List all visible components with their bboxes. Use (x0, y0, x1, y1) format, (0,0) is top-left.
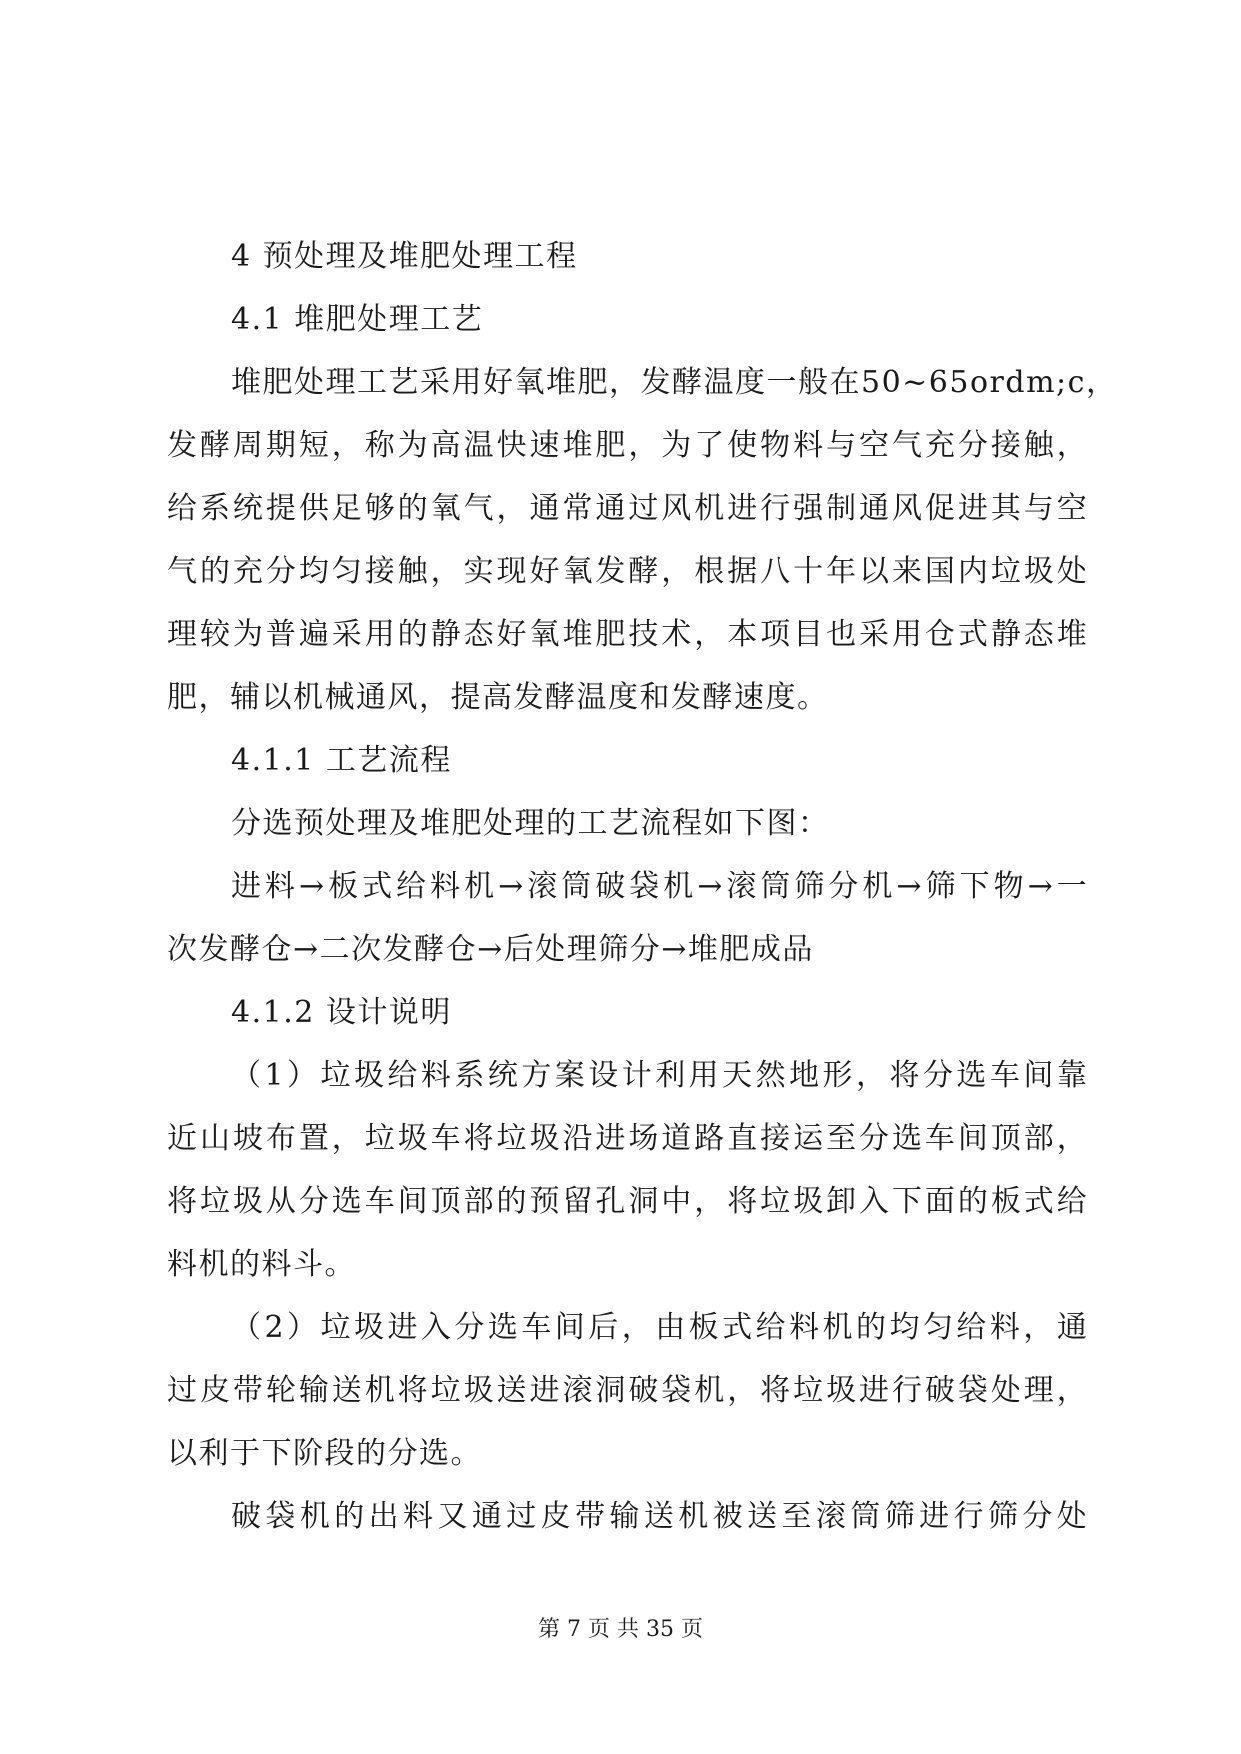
text-line: 将 垃 圾 从 分 选 车 间 顶 部 的 预 留 孔 洞 中 ， 将 垃 圾 卸 入 下 面 的 板 式 给 (167, 1184, 1087, 1219)
text-line: （ 2 ） 垃 圾 进 入 分 选 车 间 后 ， 由 板 式 给 料 机 的 均 匀 给 料 ， 通 (231, 1310, 1087, 1345)
text-line: 给 系 统 提 供 足 够 的 氧 气 ， 通 常 通 过 风 机 进 行 强 制 通 风 促 进 其 与 空 (167, 491, 1087, 526)
text-line: 分选预处理及堆肥处理的工艺流程如下图： (231, 806, 830, 841)
text-line: 肥，辅以机械通风，提高发酵温度和发酵速度。 (167, 680, 829, 715)
text-line: 4.1.1 工艺流程 (231, 743, 452, 778)
text-line: 发 酵 周 期 短 ， 称 为 高 温 快 速 堆 肥 ， 为 了 使 物 料 与 空 气 充 分 接 触 ， (167, 428, 1087, 463)
text-line: （ 1 ） 垃 圾 给 料 系 统 方 案 设 计 利 用 天 然 地 形 ， 将 分 选 车 间 靠 (231, 1058, 1087, 1093)
text-line: 堆肥处理工艺采用好氧堆肥，发酵温度一般在50~65ordm;c， (231, 365, 1118, 400)
text-line: 破 袋 机 的 出 料 又 通 过 皮 带 输 送 机 被 送 至 滚 筒 筛 进 行 筛 分 处 (231, 1499, 1087, 1534)
text-line: 4.1 堆肥处理工艺 (231, 302, 484, 337)
text-line: 4 预处理及堆肥处理工程 (231, 239, 578, 274)
text-line: 4.1.2 设计说明 (231, 995, 452, 1030)
text-line: 料机的料斗。 (167, 1247, 356, 1282)
text-line: 次发酵仓→二次发酵仓→后处理筛分→堆肥成品 (167, 932, 814, 967)
text-line: 以利于下阶段的分选。 (167, 1436, 482, 1471)
document-body (167, 225, 1118, 1548)
page-footer: 第 7 页 共 35 页 (538, 1617, 703, 1642)
text-line: 进 料 → 板 式 给 料 机 → 滚 筒 破 袋 机 → 滚 筒 筛 分 机 → 筛 下 物 → 一 (231, 869, 1087, 904)
text-line: 气 的 充 分 均 匀 接 触 ， 实 现 好 氧 发 酵 ， 根 据 八 十 年 以 来 国 内 垃 圾 处 (167, 554, 1087, 589)
text-line: 过 皮 带 轮 输 送 机 将 垃 圾 送 进 滚 洞 破 袋 机 ， 将 垃 圾 进 行 破 袋 处 理 ， (167, 1373, 1087, 1408)
text-line: 近 山 坡 布 置 ， 垃 圾 车 将 垃 圾 沿 进 场 道 路 直 接 运 至 分 选 车 间 顶 部 ， (167, 1121, 1087, 1156)
text-line: 理 较 为 普 遍 采 用 的 静 态 好 氧 堆 肥 技 术 ， 本 项 目 也 采 用 仓 式 静 态 堆 (167, 617, 1087, 652)
